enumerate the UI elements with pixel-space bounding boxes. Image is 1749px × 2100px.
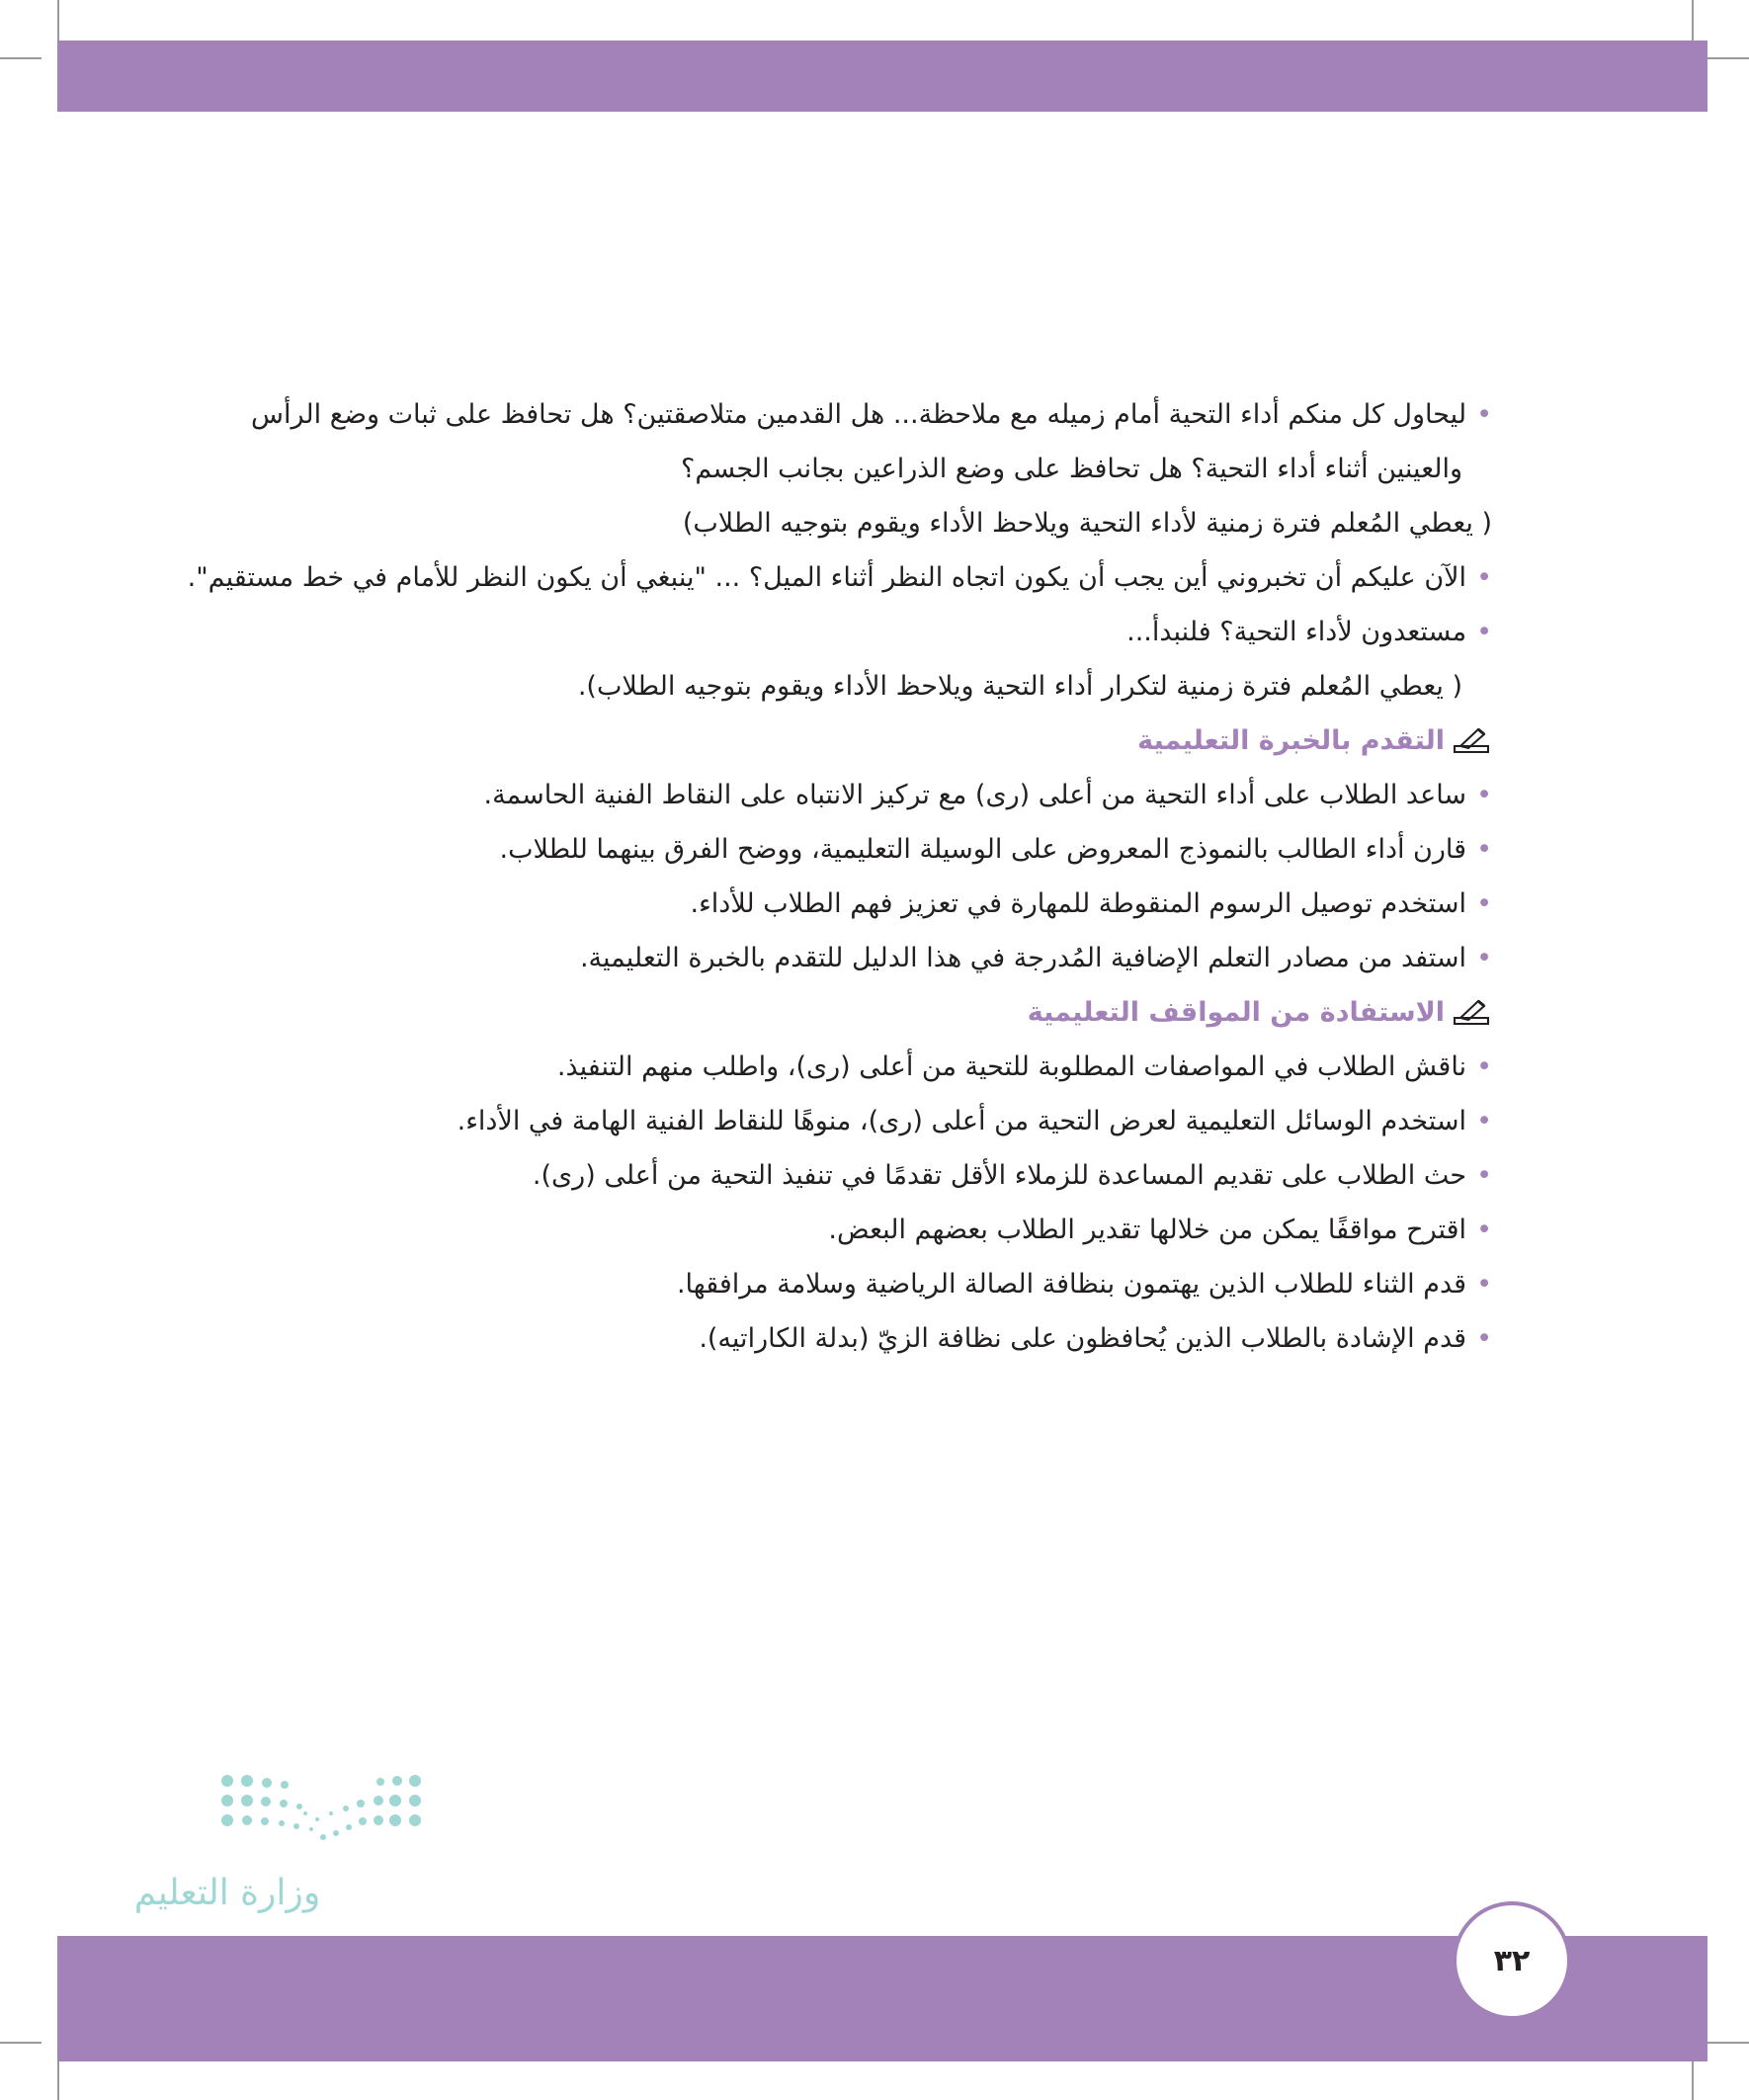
section-heading-situations — [208, 985, 1492, 1040]
crop-mark — [0, 2042, 42, 2044]
body-line: • مستعدون لأداء التحية؟ فلنبدأ... — [208, 605, 1492, 659]
section-heading-progress — [208, 714, 1492, 768]
list-item: • استخدم توصيل الرسوم المنقوطة للمهارة في تعزيز فهم الطلاب للأداء. — [208, 877, 1492, 931]
list-item: • قدم الإشادة بالطلاب الذين يُحافظون على نظافة الزيّ (بدلة الكاراتيه). — [208, 1311, 1492, 1366]
list-item: • قدم الثناء للطلاب الذين يهتمون بنظافة الصالة الرياضية وسلامة مرافقها. — [208, 1257, 1492, 1311]
list-item: • حث الطلاب على تقديم المساعدة للزملاء الأقل تقدمًا في تنفيذ التحية من أعلى (رى). — [208, 1148, 1492, 1203]
teacher-note: ( يعطي المُعلم فترة زمنية لتكرار أداء التحية ويلاحظ الأداء ويقوم بتوجيه الطلاب). — [577, 671, 1462, 702]
body-line: والعينين أثناء أداء التحية؟ هل تحافظ على وضع الذراعين بجانب الجسم؟ — [681, 454, 1462, 484]
crop-mark — [57, 0, 59, 42]
body-line: • الآن عليكم أن تخبروني أين يجب أن يكون اتجاه النظر أثناء الميل؟ ... "ينبغي أن يكون النظر للأمام في خط مستقيم". — [208, 550, 1492, 605]
crop-mark — [1692, 2058, 1694, 2100]
body-line: • ليحاول كل منكم أداء التحية أمام زميله مع ملاحظة... هل القدمين متلاصقتين؟ هل تحافظ على ثبات وضع الرأس — [208, 387, 1492, 442]
crop-mark — [0, 57, 42, 59]
list-item: • قارن أداء الطالب بالنموذج المعروض على الوسيلة التعليمية، ووضح الفرق بينهما للطلاب. — [208, 822, 1492, 877]
list-item: • ناقش الطلاب في المواصفات المطلوبة للتحية من أعلى (رى)، واطلب منهم التنفيذ. — [208, 1040, 1492, 1094]
pencil-icon — [1453, 998, 1492, 1028]
crop-mark — [1707, 2042, 1749, 2044]
crop-mark — [57, 2058, 59, 2100]
list-item: • استفد من مصادر التعلم الإضافية المُدرجة في هذا الدليل للتقدم بالخبرة التعليمية. — [208, 931, 1492, 985]
ministry-logo-text: وزارة التعليم — [133, 1873, 321, 1913]
list-item: • اقترح مواقفًا يمكن من خلالها تقدير الطلاب بعضهم البعض. — [208, 1203, 1492, 1257]
header-band — [57, 41, 1707, 112]
main-content — [187, 387, 1492, 1366]
list-item: • ساعد الطلاب على أداء التحية من أعلى (رى) مع تركيز الانتباه على النقاط الفنية الحاسمة. — [208, 768, 1492, 822]
page-number: ٣٢ — [1453, 1901, 1571, 2020]
crop-mark — [1707, 57, 1749, 59]
section-title: الاستفادة من المواقف التعليمية — [1027, 997, 1445, 1028]
crop-mark — [1692, 0, 1694, 42]
pencil-icon — [1453, 726, 1492, 756]
section-title: التقدم بالخبرة التعليمية — [1137, 725, 1445, 756]
teacher-note: ( يعطي المُعلم فترة زمنية لأداء التحية ويلاحظ الأداء ويقوم بتوجيه الطلاب) — [682, 508, 1492, 539]
list-item: • استخدم الوسائل التعليمية لعرض التحية من أعلى (رى)، منوهًا للنقاط الفنية الهامة في الأداء. — [208, 1094, 1492, 1148]
